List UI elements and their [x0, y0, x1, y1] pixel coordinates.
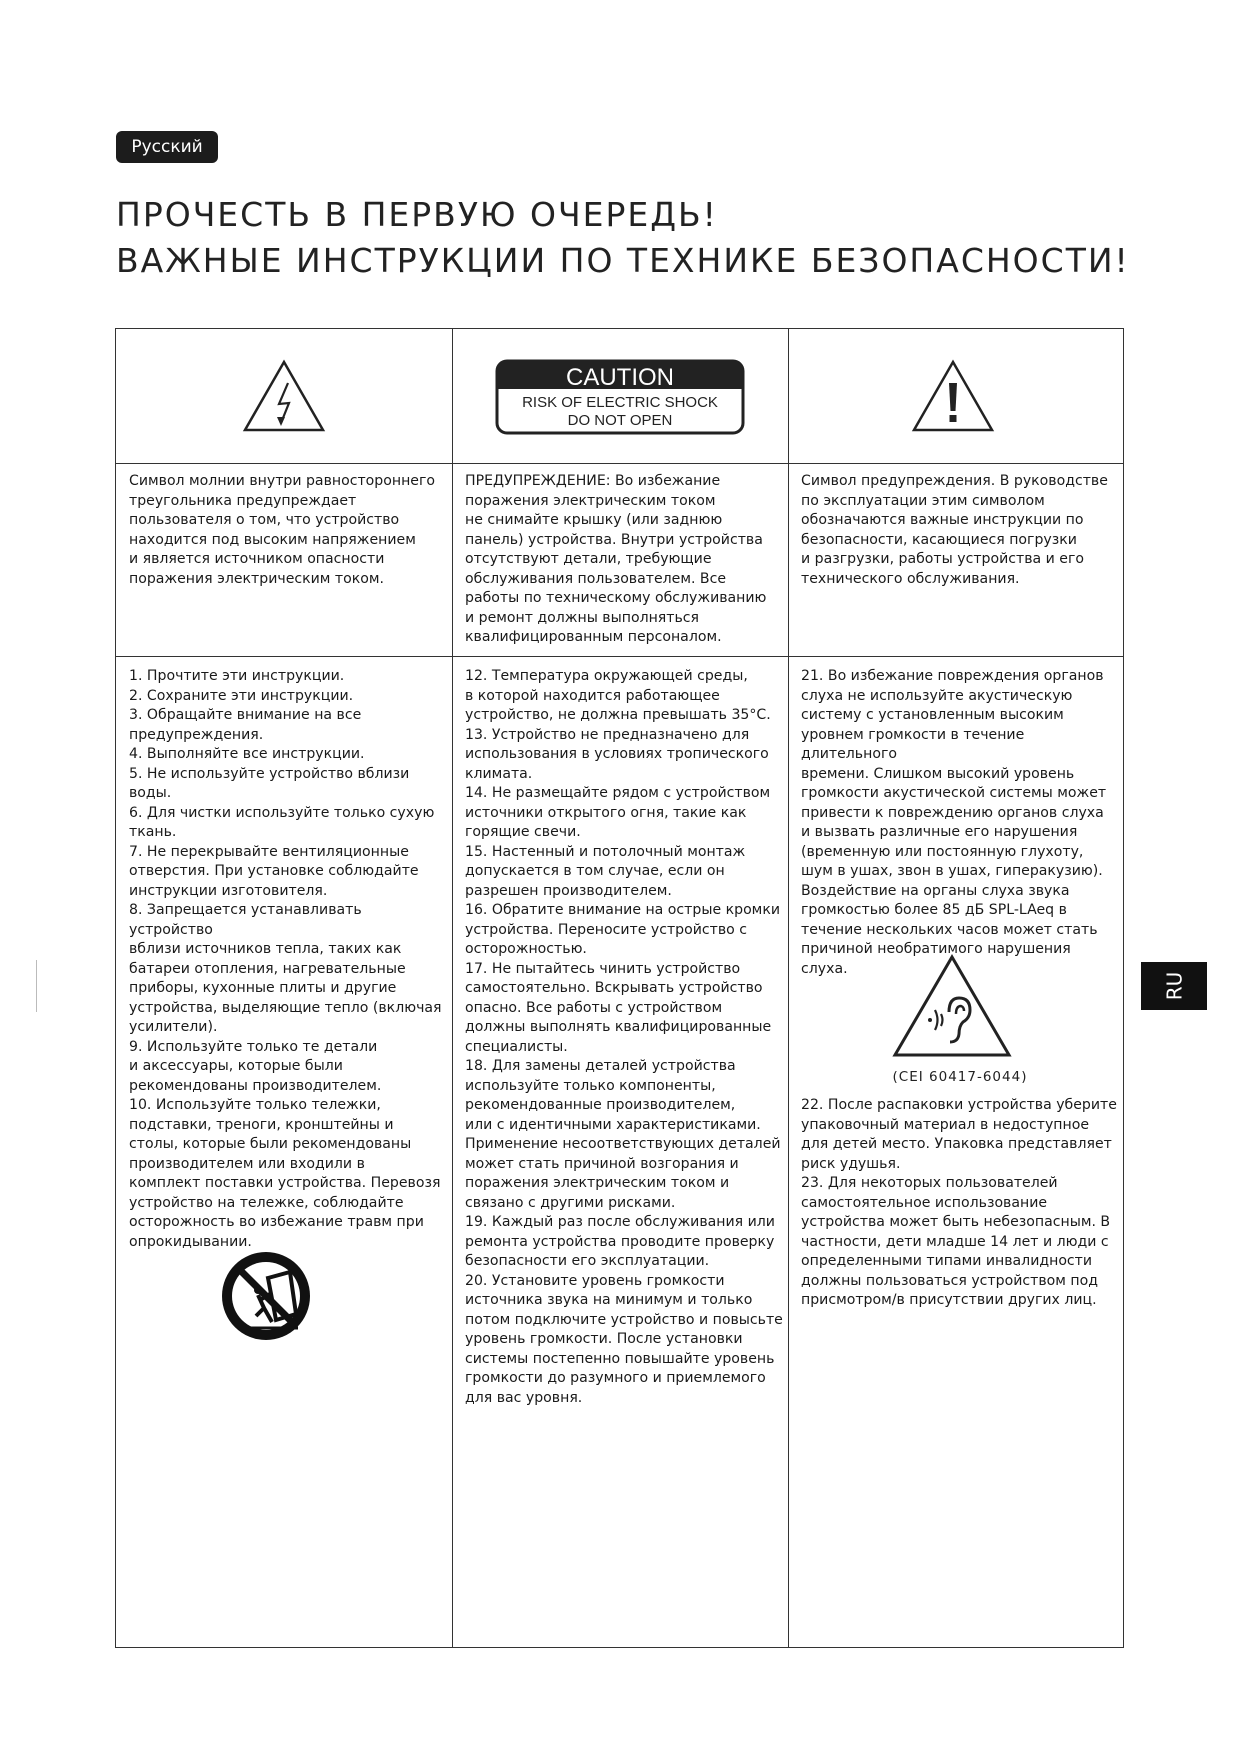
column-divider — [452, 329, 453, 1647]
warning-text: ПРЕДУПРЕЖДЕНИЕ: Во избежание поражения электрическим током не снимайте крышку (или заднюю панель) устройства. Внутри устройства отсутствуют детали, требующие обслуживания пользователем. Все работы по техническому обслуживанию и ремонт должны выполняться квалифицированным персоналом. — [465, 473, 767, 645]
row-divider — [116, 463, 1123, 464]
instructions-column-2: 12. Температура окружающей среды, в которой находится работающее устройство, не должна превышать 35°C. 13. Устройство не предназначено для использования в условиях тропического климата. 14. Не размещайте рядом с устройством источники открытого огня, такие как горящие свечи. 15. Настенный и потолочный монтаж допускается в том случае, если он разрешен производителем. 16. Обратите внимание на острые кромки устройства. Переносите устройство с осторожностью. 17. Не пытайтесь чинить устройство самостоятельно. Вскрывать устройство опасно. Все работы с устройством должны выполнять квалифицированные специалисты. 18. Для замены деталей устройства используйте только компоненты, рекомендованные производителем, или с идентичными характеристиками. Применение несоответствующих деталей может стать причиной возгорания и поражения электрическим током и связано с другими рисками. 19. Каждый раз после обслуживания или ремонта устройства проводите проверку безопасности его эксплуатации. 20. Установите уровень громкости источника звука на минимум и только потом подключите устройство и повысьте уровень громкости. После установки системы постепенно повышайте уровень громкости до разумного и приемлемого для вас уровня. — [465, 668, 783, 1406]
instructions-column-1: 1. Прочтите эти инструкции. 2. Сохраните эти инструкции. 3. Обращайте внимание на все предупреждения. 4. Выполняйте все инструкции. 5. Не используйте устройство вблизи воды. 6. Для чистки используйте только сухую ткань. 7. Не перекрывайте вентиляционные отверстия. При установке соблюдайте инструкции изготовителя. 8. Запрещается устанавливать устройство вблизи источников тепла, таких как батареи отопления, нагревательные приборы, кухонные плиты и другие устройства, выделяющие тепло (включая усилители). 9. Используйте только те детали и аксессуары, которые были рекомендованы производителем. 10. Используйте только тележки, подставки, треноги, кронштейны и столы, которые были рекомендованы производителем или входили в комплект поставки устройства. Перевозя устройство на тележке, соблюдайте осторожность во избежание травм при опрокидывании. — [129, 668, 442, 1250]
exclamation-triangle-icon — [911, 359, 995, 433]
caution-line-1: RISK OF ELECTRIC SHOCK — [522, 394, 718, 411]
caution-label-icon — [495, 359, 745, 435]
row-divider — [116, 656, 1123, 657]
language-badge: Русский — [116, 131, 218, 163]
edge-mark — [36, 960, 37, 1012]
instructions-column-3-bottom: 22. После распаковки устройства уберите упаковочный материал в недоступное для детей место. Упаковка представляет риск удушья. 23. Для некоторых пользователей самостоятельное использование устройства может быть небезопасным. В частности, дети младше 14 лет и люди с определенными типами инвалидности должны пользоваться устройством под присмотром/в присутствии других лиц. — [801, 1097, 1117, 1308]
lightning-triangle-icon — [242, 359, 326, 433]
lightning-symbol-text: Символ молнии внутри равностороннего треугольника предупреждает пользователя о том, что устройство находится под высоким напряжением и является источником опасности поражения электрическим током. — [129, 473, 435, 587]
column-divider — [788, 329, 789, 1647]
language-side-tab-label: RU — [1161, 971, 1186, 1001]
hearing-hazard-icon — [892, 954, 1012, 1058]
language-side-tab — [1141, 962, 1207, 1010]
caution-word: CAUTION — [566, 364, 674, 391]
title-line-1: ПРОЧЕСТЬ В ПЕРВУЮ ОЧЕРЕДЬ! — [116, 195, 718, 234]
caution-line-2: DO NOT OPEN — [567, 412, 673, 429]
page-title — [116, 192, 1130, 284]
instructions-column-3-top: 21. Во избежание повреждения органов слуха не используйте акустическую систему с установленным высоким уровнем громкости в течение длительного времени. Слишком высокий уровень громкости акустической системы может привести к повреждению органов слуха и вызвать различные его нарушения (временную или постоянную глухоту, шум в ушах, звон в ушах, гиперакузию). Воздействие на органы слуха звука громкостью более 85 дБ SPL-LAeq в течение нескольких часов может стать причиной необратимого нарушения слуха. — [801, 668, 1107, 977]
exclamation-symbol-text: Символ предупреждения. В руководстве по эксплуатации этим символом обозначаются важные инструкции по безопасности, касающиеся погрузки и разгрузки, работы устройства и его технического обслуживания. — [801, 473, 1108, 587]
cart-tipover-icon — [220, 1250, 312, 1342]
safety-table — [115, 328, 1124, 1648]
title-line-2: ВАЖНЫЕ ИНСТРУКЦИИ ПО ТЕХНИКЕ БЕЗОПАСНОСТИ! — [116, 241, 1130, 280]
cei-standard-label: (CEI 60417-6044) — [892, 1069, 1028, 1085]
